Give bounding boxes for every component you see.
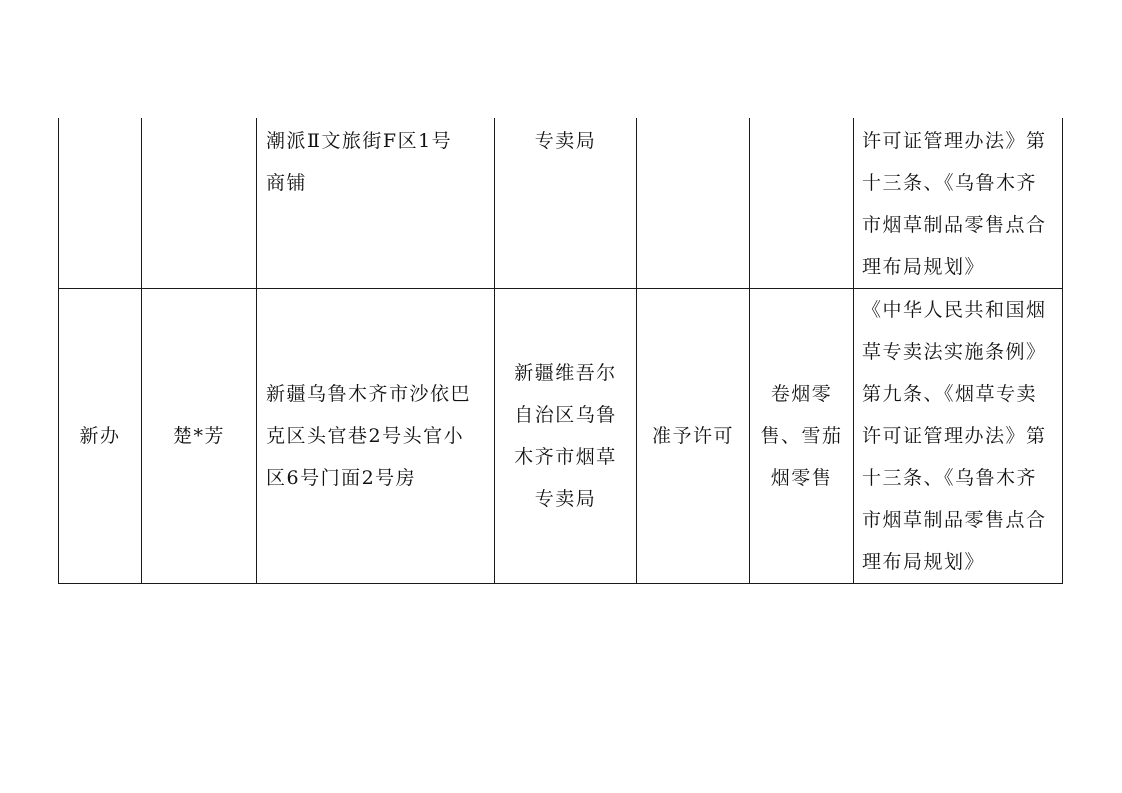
cell-applicant-name <box>142 118 257 289</box>
table-row <box>59 289 1063 584</box>
table-row <box>59 118 1063 289</box>
cell-legal-basis: 许可证管理办法》第 十三条、《乌鲁木齐 市烟草制品零售点合 理布局规划》 <box>854 118 1063 289</box>
cell-application-type <box>59 118 142 289</box>
cell-decision <box>637 118 750 289</box>
cell-legal-basis: 《中华人民共和国烟 草专卖法实施条例》 第九条、《烟草专卖 许可证管理办法》第 十三条、《乌鲁木齐 市烟草制品零售点合 理布局规划》 <box>854 289 1063 584</box>
cell-business-scope: 卷烟零 售、雪茄 烟零售 <box>750 289 854 584</box>
cell-business-address: 潮派Ⅱ文旅街F区1号 商铺 <box>257 118 495 289</box>
cell-business-scope <box>750 118 854 289</box>
cell-application-type: 新办 <box>59 289 142 584</box>
cell-applicant-name: 楚*芳 <box>142 289 257 584</box>
cell-licensing-authority: 新疆维吾尔 自治区乌鲁 木齐市烟草 专卖局 <box>495 289 637 584</box>
license-table <box>58 118 1063 584</box>
cell-licensing-authority: 专卖局 <box>495 118 637 289</box>
cell-business-address: 新疆乌鲁木齐市沙依巴 克区头官巷2号头官小 区6号门面2号房 <box>257 289 495 584</box>
cell-decision: 准予许可 <box>637 289 750 584</box>
